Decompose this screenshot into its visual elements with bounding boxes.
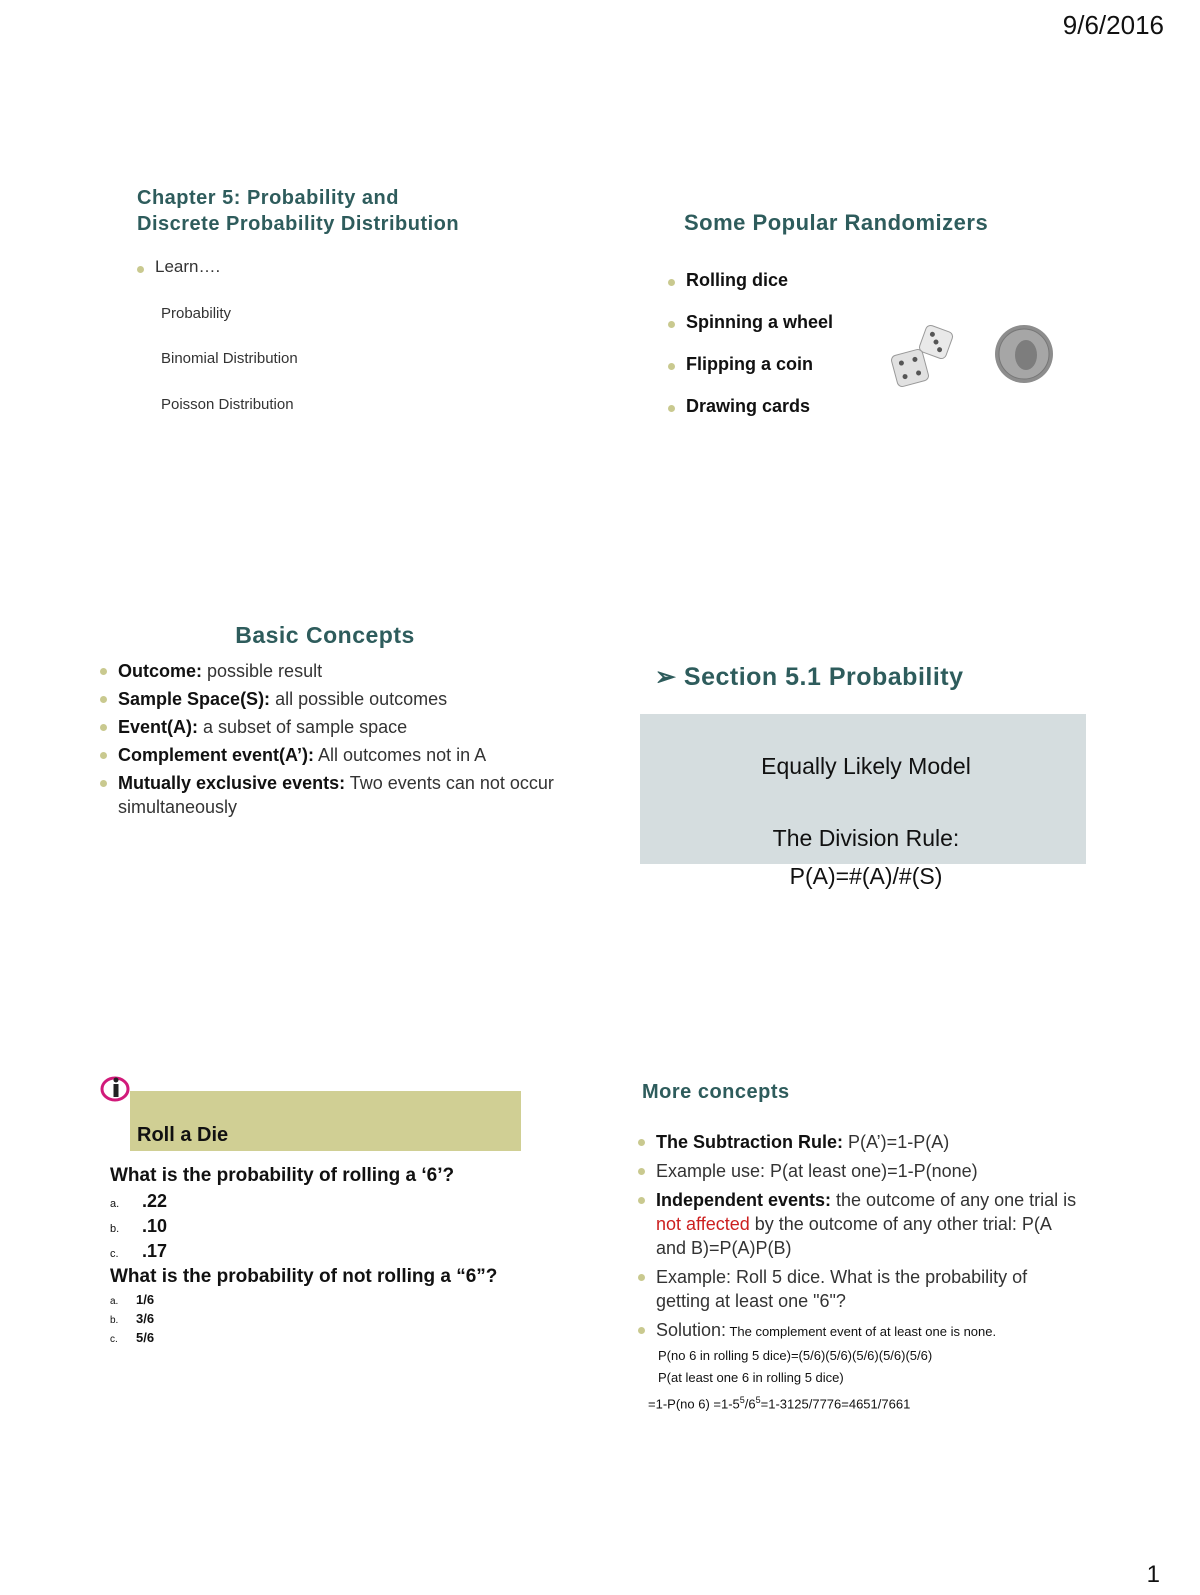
solution-line: P(at least one 6 in rolling 5 dice) (658, 1370, 844, 1385)
list-item: Event(A): a subset of sample space (100, 715, 560, 739)
question-1: What is the probability of rolling a ‘6’? (110, 1165, 455, 1186)
slide-title: Chapter 5: Probability and Discrete Probability Distribution (137, 187, 460, 235)
list-item: The Subtraction Rule: P(A’)=1-P(A) (638, 1130, 1078, 1154)
list-item: Drawing cards (668, 396, 1108, 417)
coin-image (994, 324, 1054, 384)
list-item: Learn…. (137, 257, 597, 277)
sub-item: Binomial Distribution (161, 350, 298, 367)
list-item: Example use: P(at least one)=1-P(none) (638, 1159, 1078, 1183)
slide-basic-concepts (100, 622, 560, 823)
print-date: 9/6/2016 (1062, 10, 1164, 40)
question-2: What is the probability of not rolling a “6”? (110, 1266, 498, 1287)
slide-title: More concepts (642, 1081, 790, 1103)
slide-title: Some Popular Randomizers (684, 210, 989, 235)
list-item: Flipping a coin (668, 354, 1108, 375)
slide-more-concepts (638, 1130, 1078, 1415)
answer-option: a. 1/6 (110, 1292, 155, 1307)
page-number: 1 (1146, 1561, 1160, 1588)
list-item: Mutually exclusive events: Two events can not occur simultaneously (100, 771, 560, 819)
answer-option: b. 3/6 (110, 1311, 155, 1326)
solution-line: P(no 6 in rolling 5 dice)=(5/6)(5/6)(5/6)(5/6)(5/6) (658, 1348, 933, 1363)
list-item: Independent events: the outcome of any one trial is not affected by the outcome of any other trial: P(A and B)=P(A)P(B) (638, 1188, 1078, 1260)
list-item: Rolling dice (668, 270, 1108, 291)
slide-title: Basic Concepts (235, 622, 415, 648)
slide-title: ➢ Section 5.1 Probability (655, 663, 964, 691)
answer-option: c. 5/6 (110, 1330, 155, 1345)
sub-item: Poisson Distribution (161, 396, 294, 413)
answer-option: b. .10 (110, 1216, 168, 1236)
list-item: Outcome: possible result (100, 659, 560, 683)
dice-image (888, 322, 966, 392)
list-item: Solution: The complement event of at least one is none. (638, 1318, 1078, 1344)
sub-item: Probability (161, 305, 232, 322)
list-item: Spinning a wheel (668, 312, 1108, 333)
slide-chapter-overview (137, 185, 597, 413)
info-icon (100, 1074, 134, 1104)
list-item: Sample Space(S): all possible outcomes (100, 687, 560, 711)
slide-title: Roll a Die (137, 1124, 229, 1146)
division-rule-text: Equally Likely Model The Division Rule: P(A)=#(A)/#(S) (761, 753, 971, 889)
quiz-questions (110, 1165, 570, 1349)
list-item: Complement event(A’): All outcomes not in A (100, 743, 560, 767)
list-item: Example: Roll 5 dice. What is the probability of getting at least one "6"? (638, 1265, 1078, 1313)
answer-option: c. .17 (110, 1241, 168, 1261)
answer-option: a. .22 (110, 1191, 168, 1211)
solution-line: =1-P(no $6) =1-5^5/6^5=1-3125/7776=4651/7661$ (648, 1395, 911, 1412)
